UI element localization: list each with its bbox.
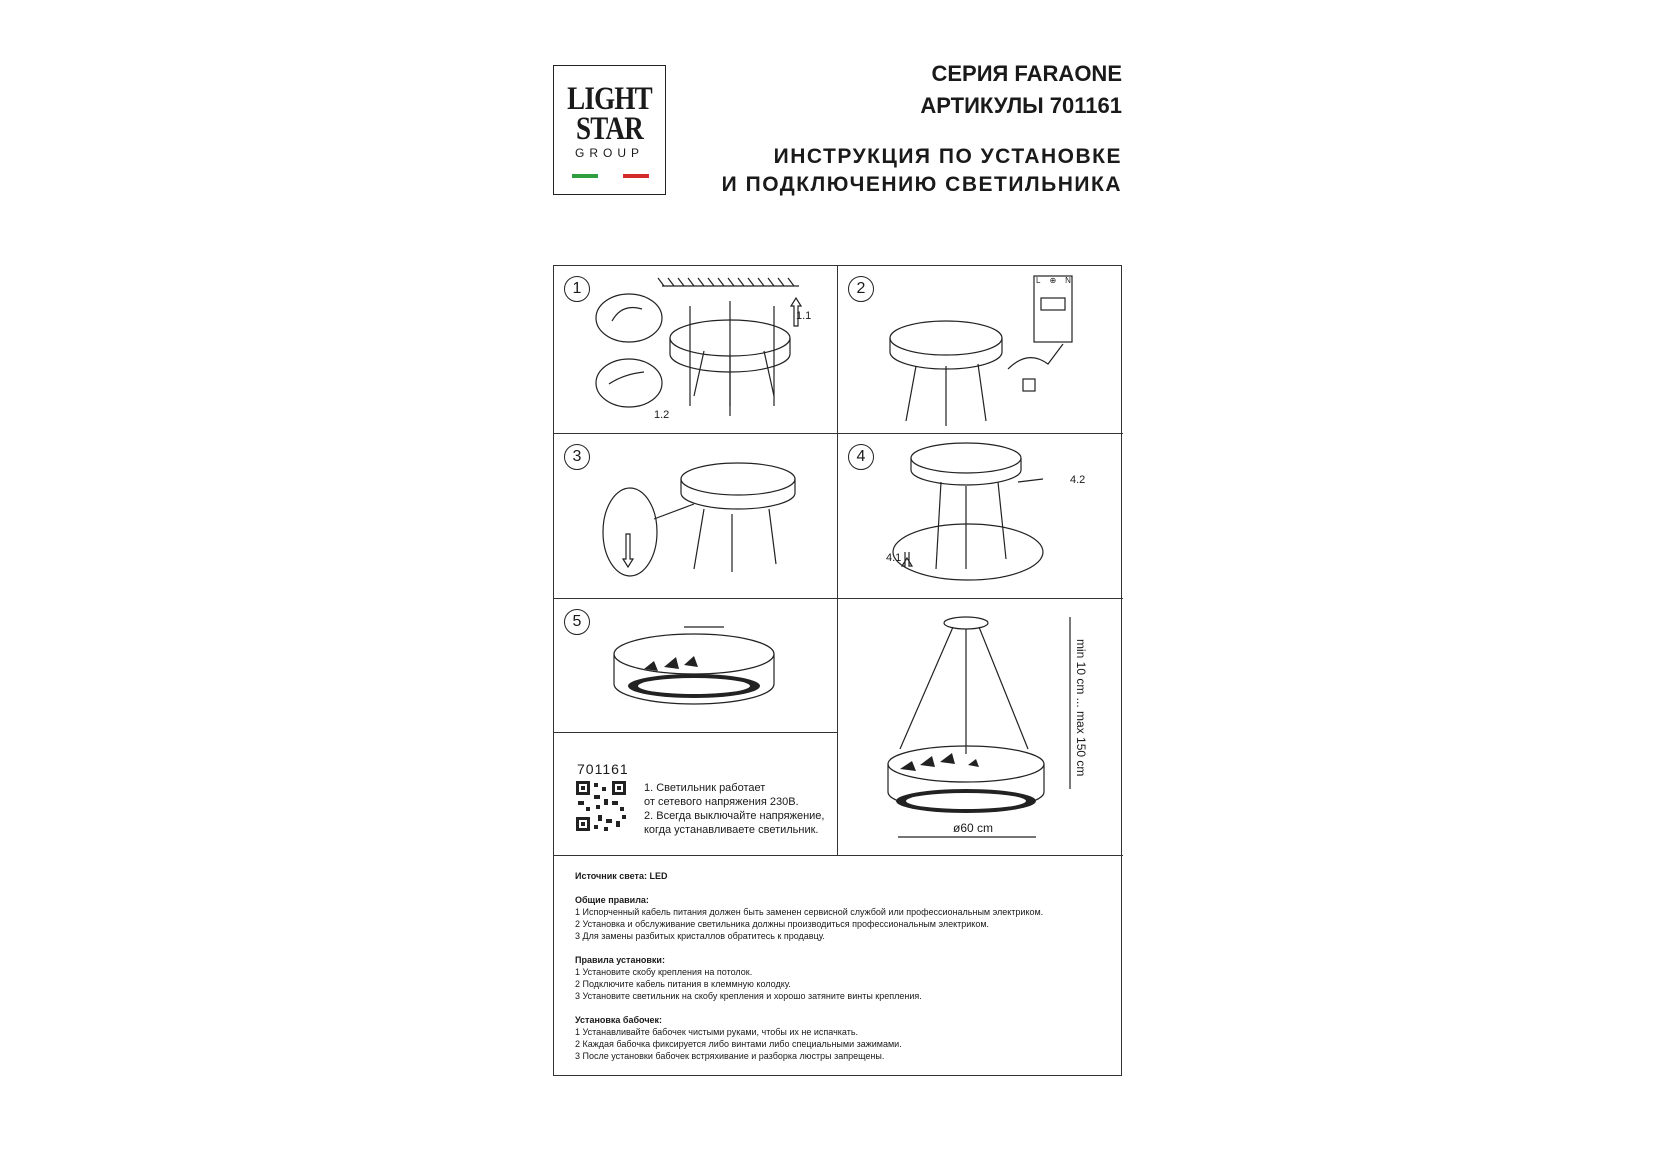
product-code: 701161	[577, 761, 629, 777]
rule-item: 2 Каждая бабочка фиксируется либо винтами либо специальными зажимами.	[575, 1039, 902, 1049]
document-title	[722, 143, 1122, 199]
step-2-panel	[838, 266, 1123, 434]
step-number: 4	[848, 444, 874, 470]
light-source: Источник света: LED	[575, 871, 668, 881]
warning-line: 2. Всегда выключайте напряжение,	[644, 810, 825, 822]
warning-line: от сетевого напряжения 230В.	[644, 796, 799, 808]
dimension-panel	[838, 599, 1123, 856]
step-1-drawing	[554, 266, 838, 434]
terminal-l: L	[1036, 276, 1050, 285]
article-number: АРТИКУЛЫ 701161	[920, 93, 1122, 118]
qr-code-icon	[576, 781, 626, 831]
step-3-panel	[554, 434, 838, 599]
step-label-4-2: 4.2	[1070, 474, 1086, 486]
series-header	[920, 58, 1122, 122]
title-line-1: ИНСТРУКЦИЯ ПО УСТАНОВКЕ	[773, 145, 1122, 168]
logo-line-2: STAR	[576, 111, 643, 147]
step-number: 5	[564, 609, 590, 635]
rule-item: 3 Для замены разбитых кристаллов обратитесь к продавцу.	[575, 931, 825, 941]
step-5-panel	[554, 599, 838, 733]
rules-section	[575, 870, 1043, 1062]
logo-line-1: LIGHT	[567, 81, 652, 117]
rule-item: 1 Устанавливайте бабочек чистыми руками, чтобы их не испачкать.	[575, 1027, 859, 1037]
terminal-n: N	[1065, 276, 1080, 285]
product-info-panel	[554, 733, 838, 856]
brand-logo	[553, 65, 666, 195]
title-line-2: И ПОДКЛЮЧЕНИЮ СВЕТИЛЬНИКА	[721, 173, 1122, 196]
step-4-panel	[838, 434, 1123, 599]
safety-warnings	[644, 781, 824, 837]
step-label-4-1: 4.1	[886, 552, 902, 564]
terminal-labels	[1036, 276, 1080, 285]
step-5-drawing	[554, 599, 838, 733]
rule-item: 2 Подключите кабель питания в клеммную колодку.	[575, 979, 791, 989]
warning-line: когда устанавливаете светильник.	[644, 824, 819, 836]
diameter-dimension-label: ø60 cm	[953, 821, 994, 835]
height-dimension-label: min 10 cm ... max 150 cm	[1074, 639, 1088, 777]
rule-item: 1 Установите скобу крепления на потолок.	[575, 967, 753, 977]
step-1-panel	[554, 266, 838, 434]
butterfly-rules-title: Установка бабочек:	[575, 1015, 663, 1025]
rule-item: 3 После установки бабочек встряхивание и разборка люстры запрещены.	[575, 1051, 885, 1061]
step-number: 3	[564, 444, 590, 470]
warning-line: 1. Светильник работает	[644, 782, 766, 794]
rule-item: 1 Испорченный кабель питания должен быть заменен сервисной службой или профессиональным электриком.	[575, 907, 1044, 917]
earth-icon: ⊕	[1049, 276, 1066, 285]
step-4-drawing	[838, 434, 1123, 599]
step-label-1-1: 1.1	[796, 310, 812, 322]
rule-item: 3 Установите светильник на скобу крепления и хорошо затяните винты крепления.	[575, 991, 922, 1001]
series-name: СЕРИЯ FARAONE	[931, 61, 1122, 86]
step-number: 1	[564, 276, 590, 302]
rule-item: 2 Установка и обслуживание светильника должны производиться профессиональным электриком.	[575, 919, 990, 929]
italian-flag-stripe	[572, 174, 649, 178]
general-rules-title: Общие правила:	[575, 895, 649, 905]
step-2-drawing	[838, 266, 1123, 434]
install-rules-title: Правила установки:	[575, 955, 665, 965]
step-3-drawing	[554, 434, 838, 599]
step-label-1-2: 1.2	[654, 409, 670, 421]
step-number: 2	[848, 276, 874, 302]
logo-line-3: GROUP	[574, 146, 644, 160]
